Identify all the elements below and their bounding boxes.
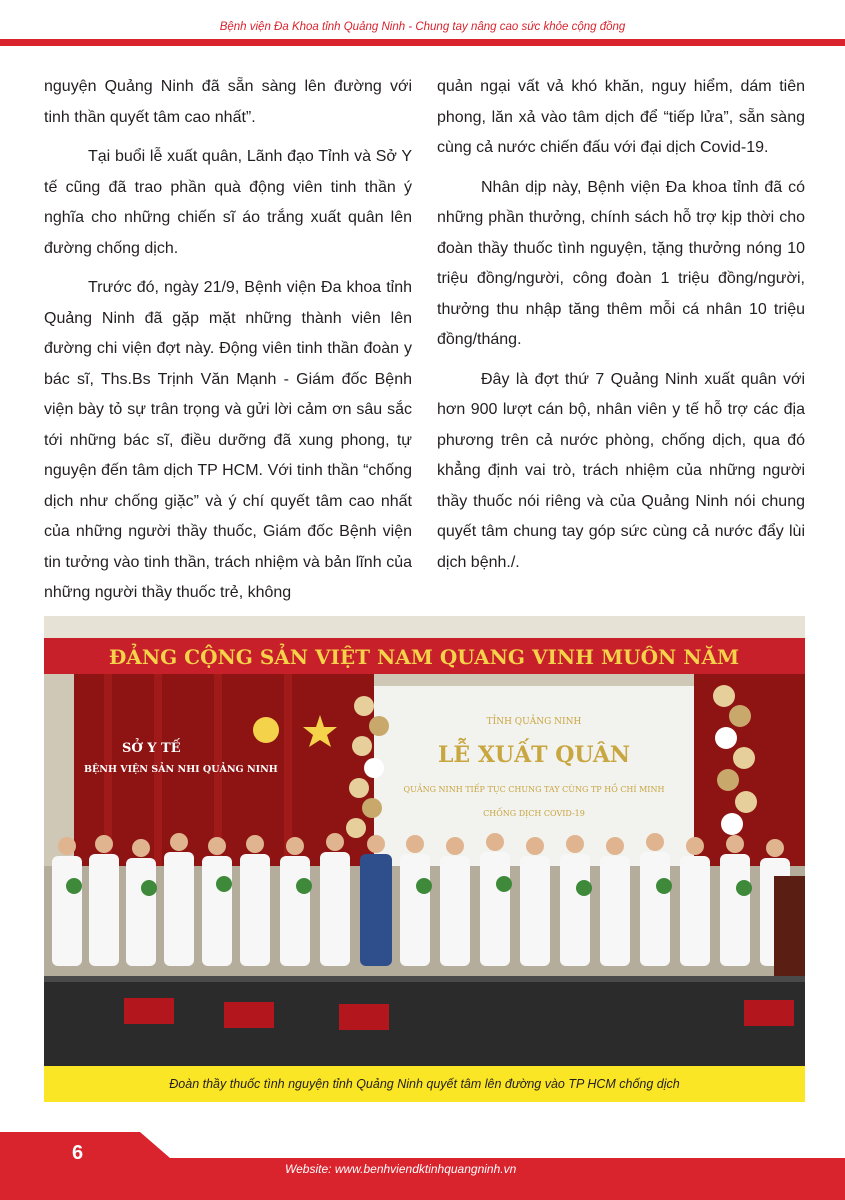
paragraph: Đây là đợt thứ 7 Quảng Ninh xuất quân với hơn 900 lượt cán bộ, nhân viên y tế hỗ trợ các địa phương trên cả nước phòng, chống dịch, qua đó khẳng định vai trò, trách nhiệm của những người thầy thuốc nói riêng và của Quảng Ninh nói chung quyết tâm chung tay góp sức cùng cả nước đẩy lùi dịch bệnh./. xyxy=(437,370,805,571)
paragraph: nguyện Quảng Ninh đã sẵn sàng lên đường với tinh thần quyết tâm cao nhất”. xyxy=(44,78,412,126)
page-header xyxy=(0,0,845,47)
event-photo xyxy=(44,616,805,1066)
sign-line2: BỆNH VIỆN SẢN NHI QUẢNG NINH xyxy=(84,764,278,775)
header-title: Bệnh viện Đa Khoa tỉnh Quảng Ninh - Chung tay nâng cao sức khỏe cộng đồng xyxy=(219,21,626,33)
article-right-column xyxy=(437,72,805,587)
screen-line2: CHỐNG DỊCH COVID-19 xyxy=(483,809,585,818)
screen-small: TỈNH QUẢNG NINH xyxy=(486,717,582,727)
figure-caption: Đoàn thầy thuốc tình nguyện tỉnh Quảng Ninh quyết tâm lên đường vào TP HCM chống dịch xyxy=(44,1066,805,1102)
sign-line1: SỞ Y TẾ xyxy=(122,741,181,756)
podium xyxy=(774,876,805,976)
footer-website xyxy=(285,1162,516,1176)
paragraph: Nhân dịp này, Bệnh viện Đa khoa tỉnh đã có những phần thưởng, chính sách hỗ trợ kịp thời cho đoàn thầy thuốc tình nguyện, tặng thưởng nóng 10 triệu đồng/người, công đoàn 1 triệu đồng/người, thưởng thu nhập tăng thêm mỗi cá nhân 10 triệu đồng/tháng. xyxy=(437,178,805,348)
paragraph: Tại buổi lễ xuất quân, Lãnh đạo Tỉnh và Sở Y tế cũng đã trao phần quà động viên tinh thần ý nghĩa cho những chiến sĩ áo trắng xuất quân lên đường chống dịch. xyxy=(44,148,412,257)
screen-line1: QUẢNG NINH TIẾP TỤC CHUNG TAY CÙNG TP HỒ CHÍ MINH xyxy=(403,785,665,794)
name-plate xyxy=(224,1002,274,1028)
paragraph: Trước đó, ngày 21/9, Bệnh viện Đa khoa tỉnh Quảng Ninh đã gặp mặt những thành viên lên đường chi viện đợt này. Động viên tinh thần đoàn y bác sĩ, Ths.Bs Trịnh Văn Mạnh - Giám đốc Bệnh viện bày tỏ sự trân trọng và gửi lời cảm ơn sâu sắc tới những bác sĩ, điều dưỡng đã xung phong, tự nguyện đến tâm dịch TP HCM. Với tinh thần “chống dịch như chống giặc” và ý chí quyết tâm cao nhất của những người thầy thuốc, Giám đốc Bệnh viện tin tưởng vào tinh thần, trách nhiệm và bản lĩnh của những người thầy thuốc trẻ, không xyxy=(44,279,412,601)
website-label: Website: xyxy=(285,1162,335,1176)
name-plate xyxy=(124,998,174,1024)
screen-title: LỄ XUẤT QUÂN xyxy=(437,742,631,768)
website-url[interactable]: www.benhviendktinhquangninh.vn xyxy=(334,1162,517,1176)
article-left-column xyxy=(44,72,412,618)
page-footer xyxy=(0,1132,845,1200)
name-plate xyxy=(744,1000,794,1026)
banner-text: ĐẢNG CỘNG SẢN VIỆT NAM QUANG VINH MUÔN NĂM xyxy=(108,645,740,669)
name-plate xyxy=(339,1004,389,1030)
header-rule xyxy=(0,39,845,46)
paragraph: quản ngại vất vả khó khăn, nguy hiểm, dám tiên phong, lăn xả vào tâm dịch để “tiếp lửa”, sẵn sàng cùng cả nước chiến đấu với đại dịch Covid-19. xyxy=(437,78,805,156)
page-number: 6 xyxy=(72,1142,84,1164)
article-figure xyxy=(44,616,805,1102)
party-emblem xyxy=(253,717,279,743)
